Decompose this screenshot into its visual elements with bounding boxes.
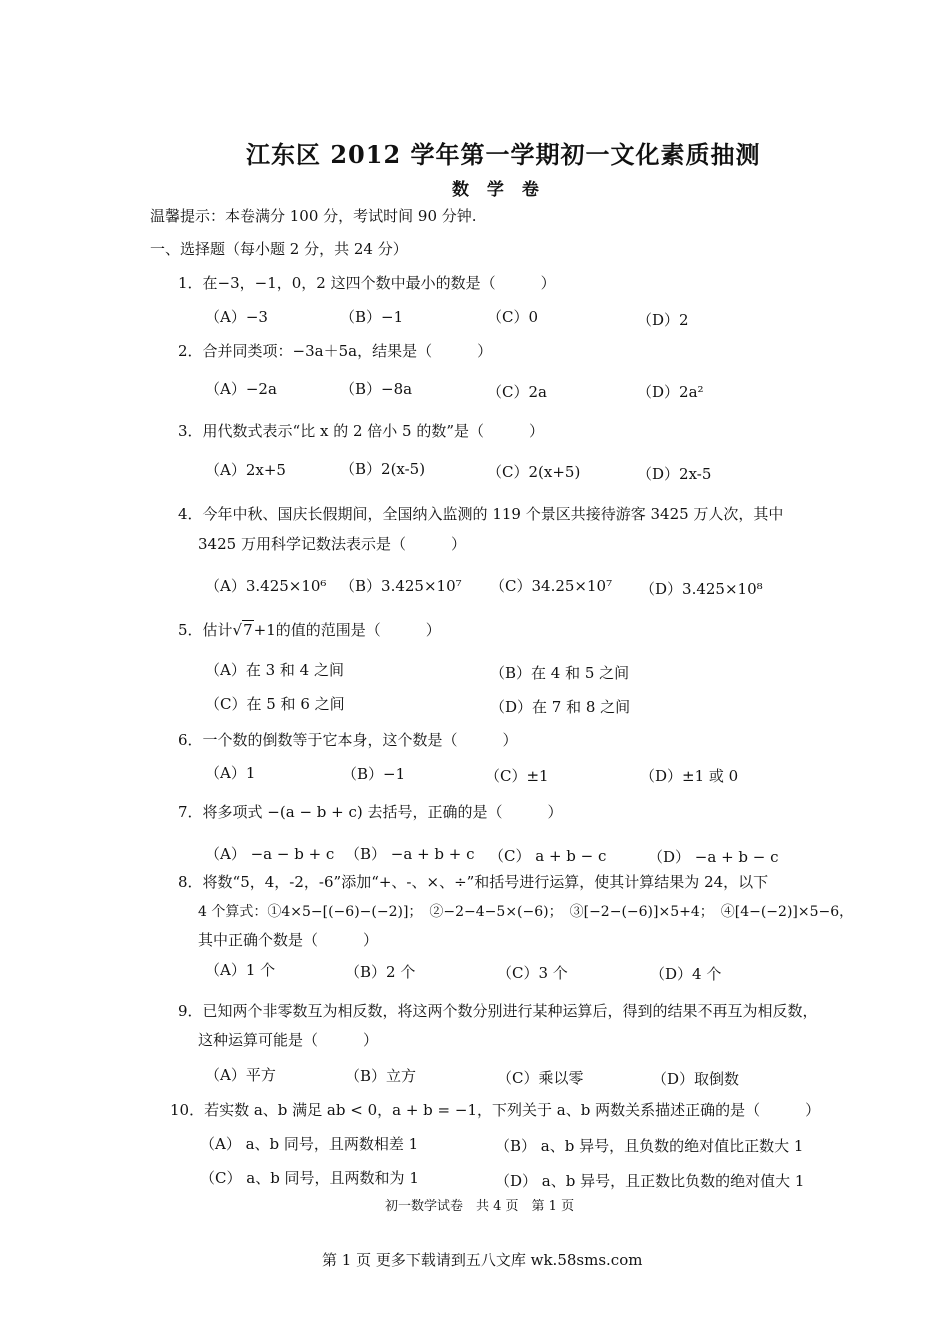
question-stem: 4．今年中秋、国庆长假期间，全国纳入监测的 119 个景区共接待游客 3425 万人次，其中 [178,505,784,523]
option-a: （A）平方 [205,1066,276,1084]
sqrt-symbol: √ [232,621,243,639]
download-source-link[interactable]: 第 1 页 更多下载请到五八文库 wk.58sms.com [322,1251,643,1269]
option-b: （B）−1 [342,765,406,783]
option-a: （A）1 个 [205,961,276,979]
option-a: （A） a、b 同号，且两数相差 1 [200,1135,419,1153]
option-c: （C）乘以零 [497,1069,584,1087]
option-b: （B）立方 [345,1067,417,1085]
page-title: 江东区 2012 学年第一学期初一文化素质抽测 [246,140,761,169]
option-d: （D）取倒数 [652,1070,740,1088]
option-c: （C）2a [487,383,547,401]
option-c: （C） a + b − c [489,847,607,865]
option-a: （A）1 [205,764,256,782]
option-d: （D）2 [637,311,689,329]
option-a: （A） −a − b + c [205,845,335,863]
option-d: （D） a、b 异号，且正数比负数的绝对值大 1 [495,1172,805,1190]
exam-tip: 温馨提示：本卷满分 100 分，考试时间 90 分钟. [150,207,477,225]
option-c: （C）2(x+5) [487,463,581,481]
option-a: （A）−2a [205,380,277,398]
question-stem: 6．一个数的倒数等于它本身，这个数是（ ） [178,731,518,749]
option-d: （D）2a² [637,383,704,401]
question-stem-continued: 这种运算可能是（ ） [198,1031,379,1049]
question-stem: 1．在−3，−1，0，2 这四个数中最小的数是（ ） [178,274,556,292]
question-stem-continued: 3425 万用科学记数法表示是（ ） [198,535,466,553]
option-a: （A）3.425×10⁶ [205,577,327,595]
option-c: （C）3 个 [497,964,568,982]
option-a: （A）−3 [205,308,268,326]
option-a: （A）2x+5 [205,461,286,479]
option-b: （B）−1 [340,308,404,326]
question-stem: 3．用代数式表示“比 x 的 2 倍小 5 的数”是（ ） [178,422,545,440]
question-stem: 7．将多项式 −(a − b + c) 去括号，正确的是（ ） [178,803,563,821]
option-c: （C）±1 [485,767,549,785]
question-stem: 8．将数“5，4，-2，-6”添加“+、-、×、÷”和括号进行运算，使其计算结果为 24，以下 [178,873,769,891]
option-d: （D）2x-5 [637,465,712,483]
option-b: （B）在 4 和 5 之间 [490,664,630,682]
option-b: （B）3.425×10⁷ [340,577,462,595]
option-b: （B） −a + b + c [345,845,475,863]
stem-prefix: 5．估计 [178,621,233,639]
option-c: （C）在 5 和 6 之间 [205,695,345,713]
option-a: （A）在 3 和 4 之间 [205,661,344,679]
option-b: （B）2 个 [345,963,416,981]
option-c: （C） a、b 同号，且两数和为 1 [200,1169,419,1187]
question-stem: 9．已知两个非零数互为相反数，将这两个数分别进行某种运算后，得到的结果不再互为相反数， [178,1002,818,1020]
radicand: 7 [243,621,253,639]
option-b: （B）2(x-5) [340,460,426,478]
page-footer: 初一数学试卷 共 4 页 第 1 页 [385,1199,575,1214]
stem-suffix: +1的值的范围是（ ） [253,621,441,639]
section-heading: 一、选择题（每小题 2 分，共 24 分） [150,240,408,258]
question-stem: 2．合并同类项：−3a＋5a，结果是（ ） [178,342,493,360]
page-subtitle: 数 学 卷 [452,180,545,200]
question-stem [178,619,441,640]
option-b: （B） a、b 异号，且负数的绝对值比正数大 1 [495,1137,804,1155]
question-stem-continued: 其中正确个数是（ ） [198,931,379,949]
option-d: （D） −a + b − c [648,848,779,866]
option-c: （C）0 [487,308,539,326]
option-d: （D）3.425×10⁸ [640,580,763,598]
question-stem-continued: 4 个算式：①4×5−[(−6)−(−2)]； ②−2−4−5×(−6)； ③[−2−(−6)]×5+4； ④[4−(−2)]×5−6， [198,904,854,920]
option-d: （D）4 个 [650,965,722,983]
option-d: （D）在 7 和 8 之间 [490,698,631,716]
option-c: （C）34.25×10⁷ [490,577,613,595]
option-d: （D）±1 或 0 [640,767,739,785]
question-stem: 10．若实数 a、b 满足 ab < 0，a + b = −1，下列关于 a、b 两数关系描述正确的是（ ） [170,1101,821,1119]
option-b: （B）−8a [340,380,413,398]
